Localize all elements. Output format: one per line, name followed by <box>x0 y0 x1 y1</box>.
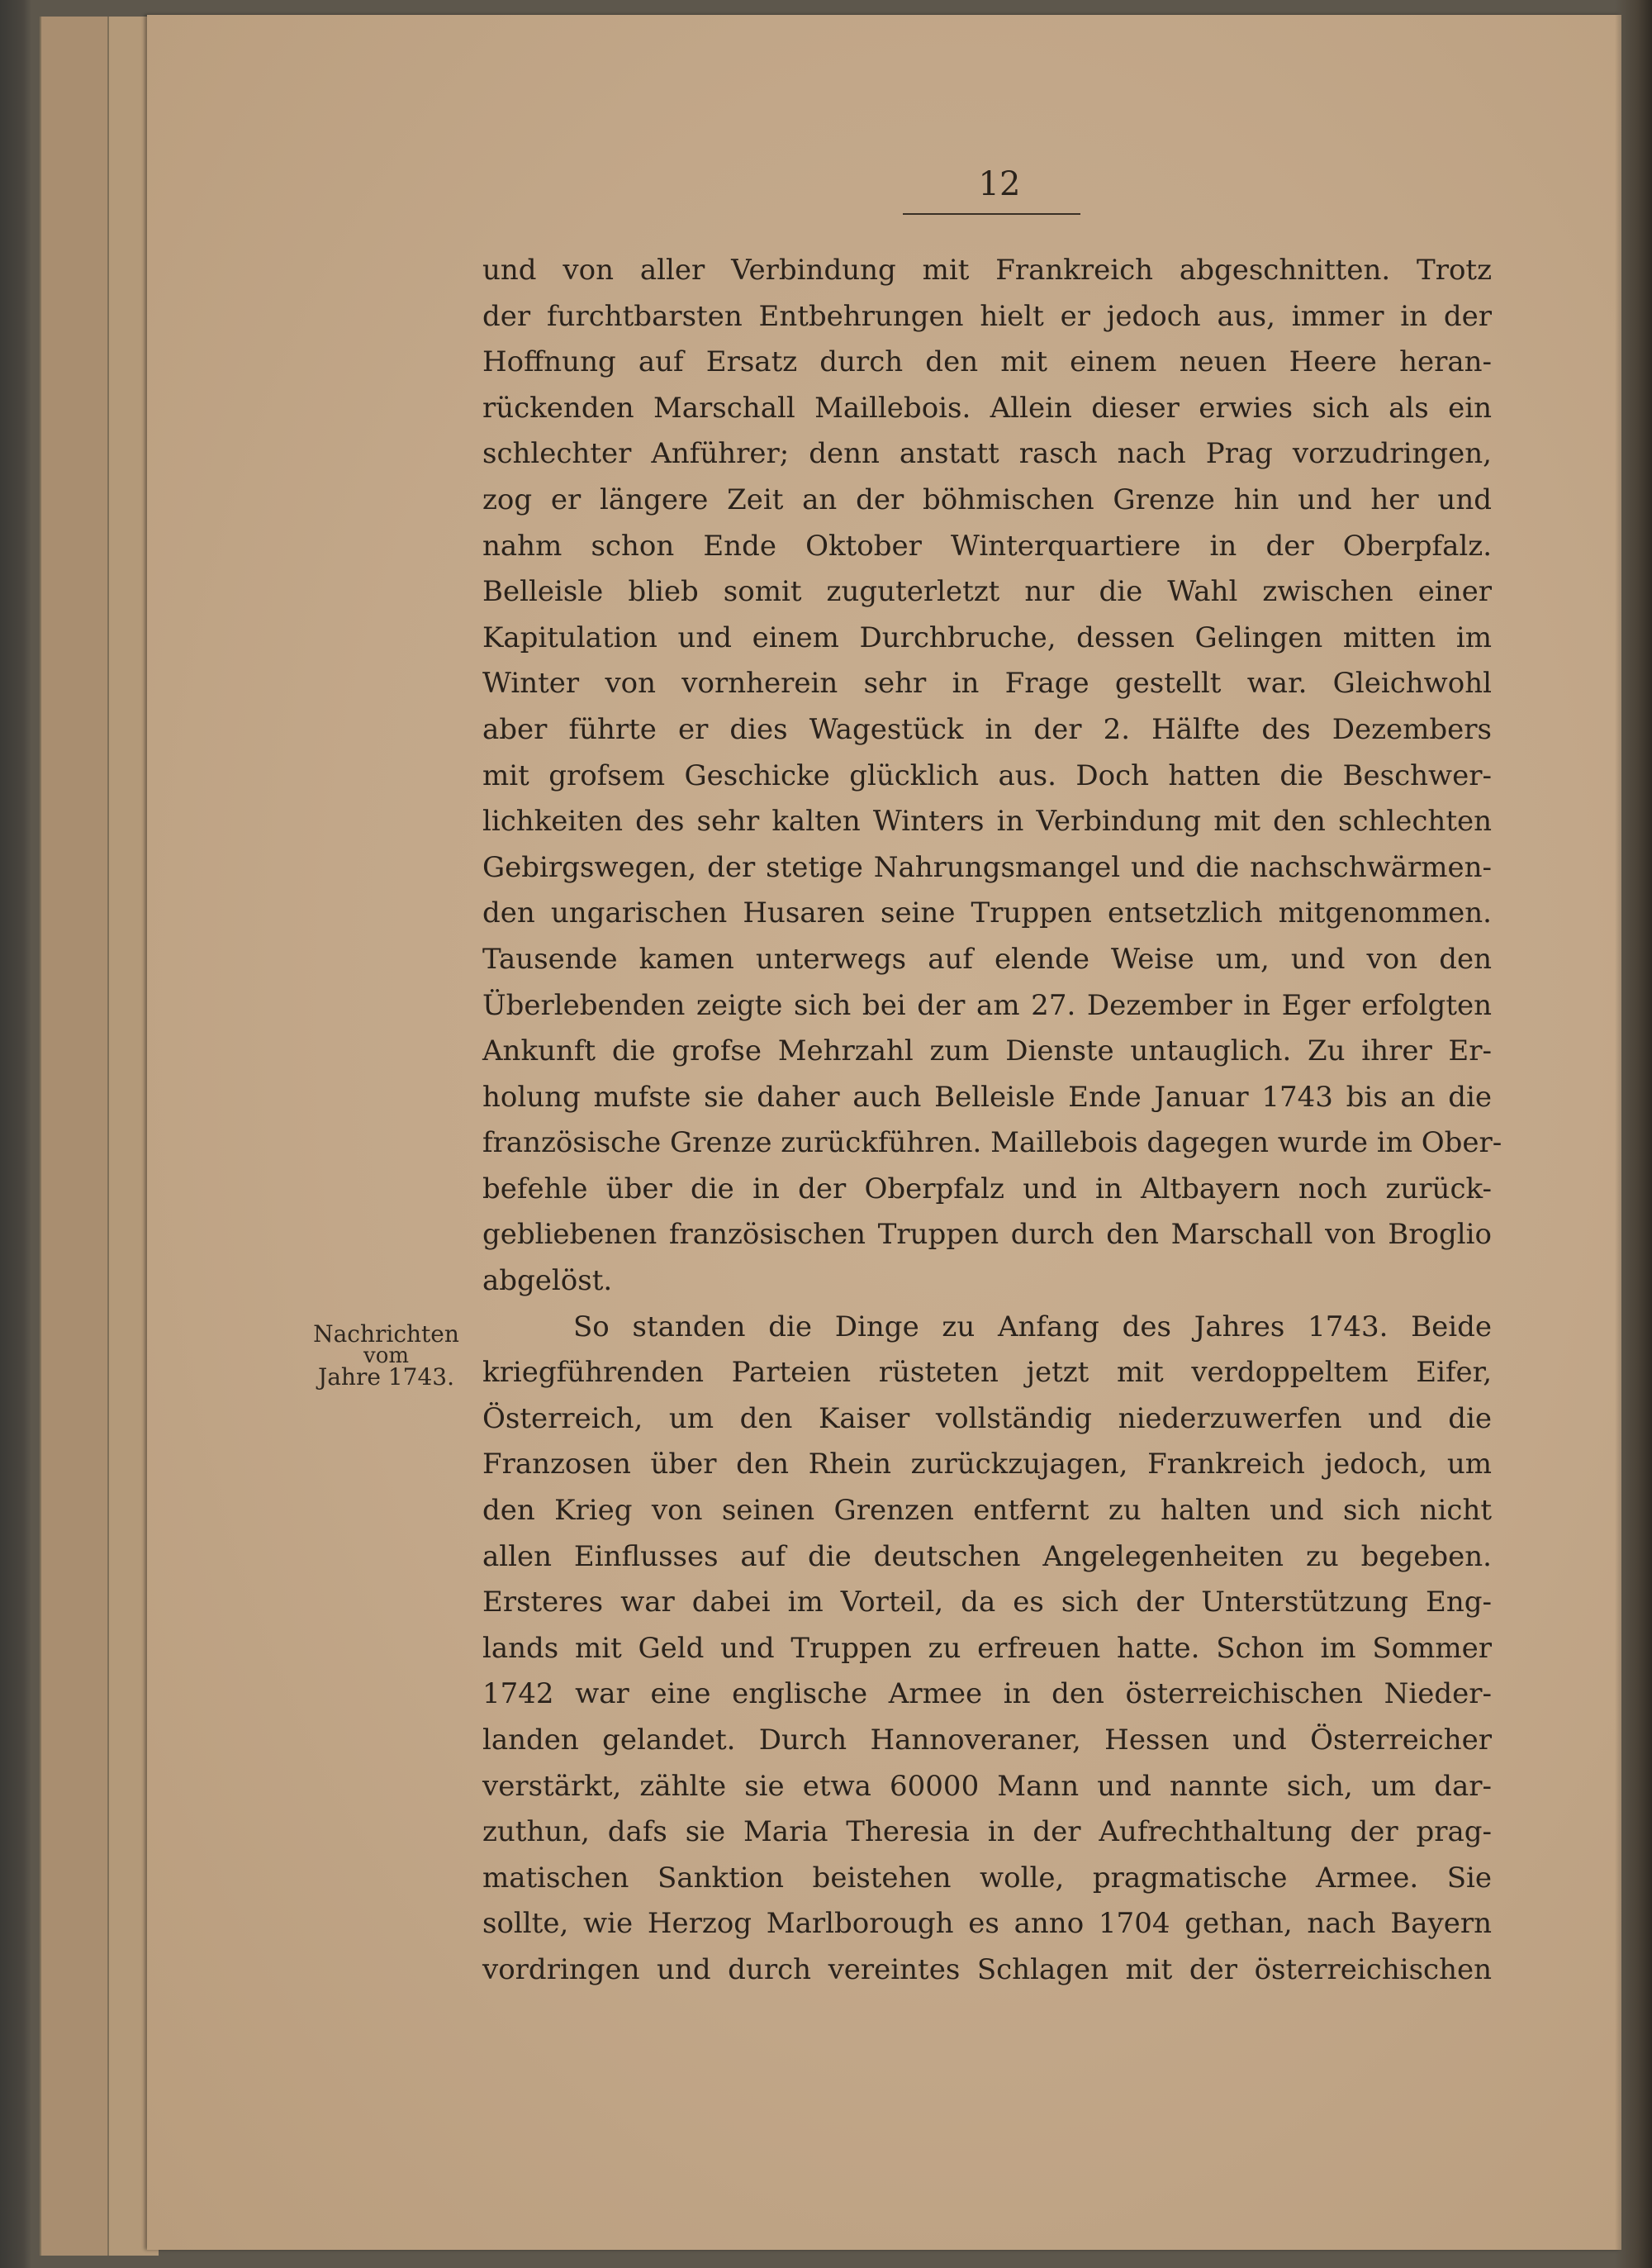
text-line: sollte, wie Herzog Marlborough es anno 1704 gethan, nach Bayern <box>482 1907 1492 1941</box>
page-number-rule <box>903 213 1080 215</box>
margin-note-line: Nachrichten <box>313 1320 459 1348</box>
text-line: und von aller Verbindung mit Frankreich abgeschnitten. Trotz <box>482 254 1492 287</box>
text-line: zog er längere Zeit an der böhmischen Grenze hin und her und <box>482 483 1492 516</box>
text-line: nahm schon Ende Oktober Winterquartiere in der Oberpfalz. <box>482 529 1492 563</box>
text-line: lichkeiten des sehr kalten Winters in Verbindung mit den schlechten <box>482 805 1492 839</box>
text-line: schlechter Anführer; denn anstatt rasch nach Prag vorzudringen, <box>482 437 1492 471</box>
page-number: 12 <box>978 165 1021 203</box>
text-line: Winter von vornherein sehr in Frage gestellt war. Gleichwohl <box>482 667 1492 701</box>
text-line: matischen Sanktion beistehen wolle, pragmatische Armee. Sie <box>482 1861 1492 1895</box>
text-line: aber führte er dies Wagestück in der 2. Hälfte des Dezembers <box>482 712 1492 746</box>
text-line: den Krieg von seinen Grenzen entfernt zu halten und sich nicht <box>482 1494 1492 1528</box>
text-line: Österreich, um den Kaiser vollständig niederzuwerfen und die <box>482 1401 1492 1435</box>
text-line: landen gelandet. Durch Hannoveraner, Hessen und Österreicher <box>482 1724 1492 1757</box>
text-line: holung mufste sie daher auch Belleisle Ende Januar 1743 bis an die <box>482 1080 1492 1114</box>
text-line: abgelöst. <box>482 1264 613 1298</box>
binding-shadow <box>1615 0 1652 2268</box>
text-line: Franzosen über den Rhein zurückzujagen, Frankreich jedoch, um <box>482 1448 1492 1481</box>
text-line: kriegführenden Parteien rüsteten jetzt mit verdoppeltem Eifer, <box>482 1356 1492 1390</box>
text-line: Hoffnung auf Ersatz durch den mit einem neuen Heere heran- <box>482 345 1492 379</box>
text-line: Kapitulation und einem Durchbruche, dessen Gelingen mitten im <box>482 620 1492 654</box>
text-line: rückenden Marschall Maillebois. Allein dieser erwies sich als ein <box>482 391 1492 425</box>
text-line: Ersteres war dabei im Vorteil, da es sich der Unterstützung Eng- <box>482 1586 1492 1619</box>
text-line: So standen die Dinge zu Anfang des Jahres 1743. Beide <box>573 1310 1492 1343</box>
text-line: den ungarischen Husaren seine Truppen entsetzlich mitgenommen. <box>482 896 1492 930</box>
margin-note-line: Jahre 1743. <box>318 1363 454 1391</box>
text-line: Tausende kamen unterwegs auf elende Weise um, und von den <box>482 942 1492 976</box>
text-line: 1742 war eine englische Armee in den österreichischen Nieder- <box>482 1677 1492 1711</box>
text-line: mit grofsem Geschicke glücklich aus. Doch hatten die Beschwer- <box>482 758 1492 792</box>
text-line: vordringen und durch vereintes Schlagen mit der österreichischen <box>482 1952 1492 1986</box>
text-line: Ankunft die grofse Mehrzahl zum Dienste untauglich. Zu ihrer Er- <box>482 1034 1492 1068</box>
text-line: zuthun, dafs sie Maria Theresia in der Aufrechthaltung der prag- <box>482 1815 1492 1849</box>
margin-note <box>297 1322 475 1390</box>
margin-note-line: vom <box>363 1343 409 1368</box>
text-line: befehle über die in der Oberpfalz und in Altbayern noch zurück- <box>482 1172 1492 1205</box>
body-text <box>482 248 1502 1994</box>
text-line: allen Einflusses auf die deutschen Angelegenheiten zu begeben. <box>482 1539 1492 1573</box>
text-line: Überlebenden zeigte sich bei der am 27. Dezember in Eger erfolgten <box>482 988 1492 1022</box>
text-line: verstärkt, zählte sie etwa 60000 Mann und nannte sich, um dar- <box>482 1769 1492 1803</box>
text-line: gebliebenen französischen Truppen durch den Marschall von Broglio <box>482 1218 1492 1252</box>
text-line: Belleisle blieb somit zuguterletzt nur die Wahl zwischen einer <box>482 575 1492 609</box>
text-line: französische Grenze zurückführen. Maillebois dagegen wurde im Ober- <box>482 1126 1502 1160</box>
text-line: lands mit Geld und Truppen zu erfreuen hatte. Schon im Sommer <box>482 1631 1492 1665</box>
text-line: der furchtbarsten Entbehrungen hielt er jedoch aus, immer in der <box>482 299 1492 333</box>
text-line: Gebirgswegen, der stetige Nahrungsmangel und die nachschwärmen- <box>482 850 1492 884</box>
